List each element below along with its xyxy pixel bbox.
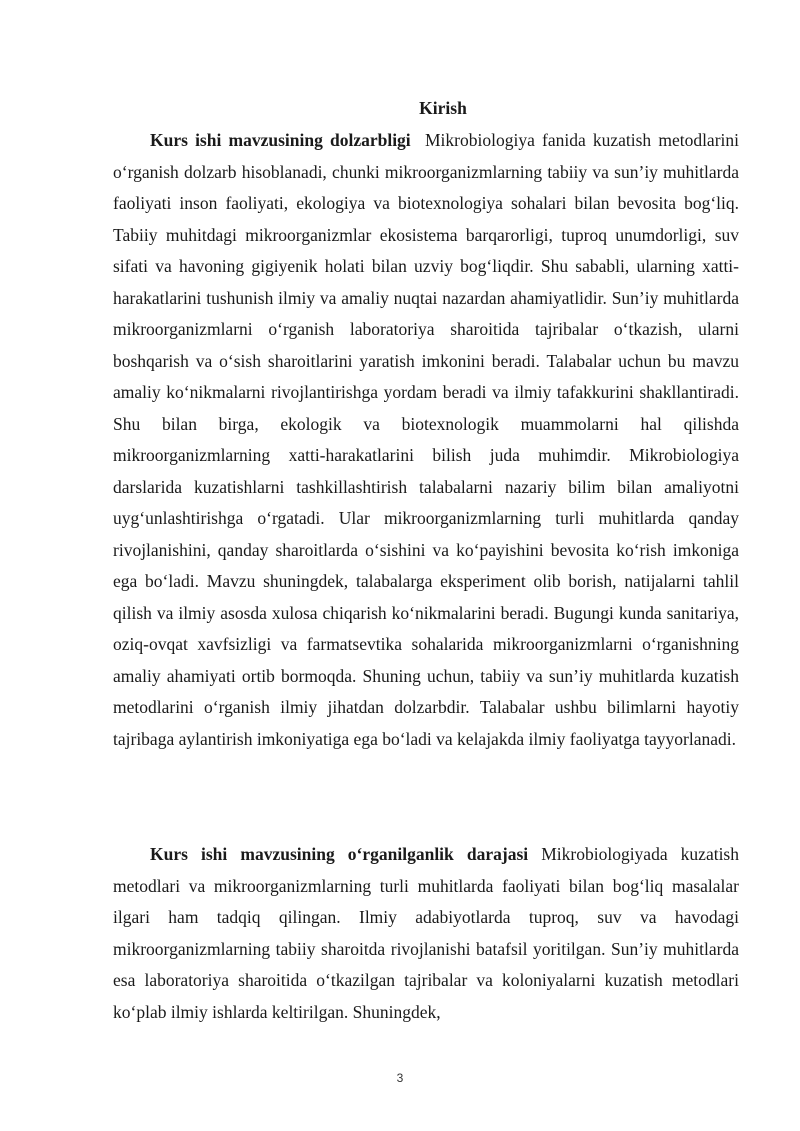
page-number: 3 [396, 1071, 404, 1085]
paragraph-relevance [113, 125, 739, 755]
paragraph-text: Mikrobiologiyada kuzatish metodlari va mikroorganizmlarning turli muhitlarda faoliyati bilan bog‘liq masalalar ilgari ham tadqiq qilingan. Ilmiy adabiyotlarda tuproq, suv va havodagi mikroorganizmlarning tabiiy sharoitda rivojlanishi batafsil yoritilgan. Sun’iy muhitlarda esa laboratoriya sharoitida o‘tkazilgan tajribalar va koloniyalarni kuzatish metodlari ko‘plab ilmiy ishlarda keltirilgan. Shuningdek, [113, 844, 739, 1022]
paragraph-lead: Kurs ishi mavzusining o‘rganilganlik darajasi [150, 844, 529, 864]
paragraph-lead: Kurs ishi mavzusining dolzarbligi [150, 130, 411, 150]
section-heading: Kirish [419, 98, 467, 118]
paragraph-text: Mikrobiologiya fanida kuzatish metodlarini o‘rganish dolzarb hisoblanadi, chunki mikroorganizmlarning tabiiy va sun’iy muhitlarda faoliyati inson faoliyati, ekologiya va biotexnologiya sohalari bilan bevosita bog‘liq. Tabiiy muhitdagi mikroorganizmlar ekosistema barqarorligi, tuproq unumdorligi, suv sifati va havoning gigiyenik holati bilan uzviy bog‘liqdir. Shu sababli, ularning xatti-harakatlarini tushunish ilmiy va amaliy nuqtai nazardan ahamiyatlidir. Sun’iy muhitlarda mikroorganizmlarni o‘rganish laboratoriya sharoitida tajribalar o‘tkazish, ularni boshqarish va o‘sish sharoitlarini yaratish imkonini beradi. Talabalar uchun bu mavzu amaliy ko‘nikmalarni rivojlantirishga yordam beradi va ilmiy tafakkurini shakllantiradi. Shu bilan birga, ekologik va biotexnologik muammolarni hal qilishda mikroorganizmlarning xatti-harakatlarini bilish juda muhimdir. Mikrobiologiya darslarida kuzatishlarni tashkillashtirish talabalarni nazariy bilim bilan amaliyotni uyg‘unlashtirishga o‘rgatadi. Ular mikroorganizmlarning turli muhitlarda qanday rivojlanishini, qanday sharoitlarda o‘sishini va ko‘payishini bevosita ko‘rish imkoniga ega bo‘ladi. Mavzu shuningdek, talabalarga eksperiment olib borish, natijalarni tahlil qilish va ilmiy asosda xulosa chiqarish ko‘nikmalarini beradi. Bugungi kunda sanitariya, oziq-ovqat xavfsizligi va farmatsevtika sohalarida mikroorganizmlarni o‘rganishning amaliy ahamiyati ortib bormoqda. Shuning uchun, tabiiy va sun’iy muhitlarda kuzatish metodlarini o‘rganish ilmiy jihatdan dolzarbdir. Talabalar ushbu bilimlarni hayotiy tajribaga aylantirish imkoniyatiga ega bo‘ladi va kelajakda ilmiy faoliyatga tayyorlanadi. [113, 130, 740, 749]
paragraph-study-level [113, 839, 739, 1028]
